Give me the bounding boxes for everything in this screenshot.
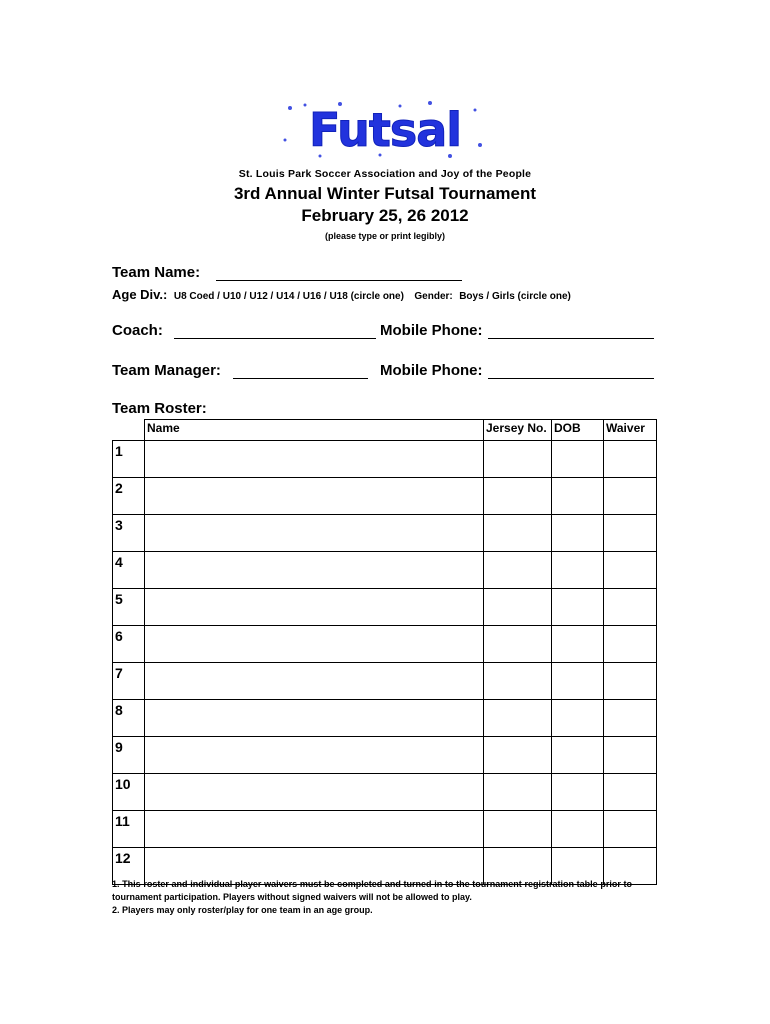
gender-label: Gender:: [414, 291, 453, 302]
waiver-cell[interactable]: [604, 811, 657, 848]
gender-options[interactable]: Boys / Girls (circle one): [459, 291, 571, 302]
manager-field[interactable]: [233, 378, 368, 379]
footer-note-1: 1. This roster and individual player waivers must be completed and turned in to the tournament registration table prior to tournament participation. Players without signed waivers will not be allowed to play.: [112, 879, 632, 902]
age-division-row: [112, 286, 571, 304]
jersey-cell[interactable]: [484, 478, 552, 515]
row-number: 4: [113, 552, 145, 589]
row-number: 12: [113, 848, 145, 885]
coach-label: Coach:: [112, 322, 163, 339]
row-number: 6: [113, 626, 145, 663]
waiver-cell[interactable]: [604, 663, 657, 700]
table-row: [113, 663, 657, 700]
dob-cell[interactable]: [552, 737, 604, 774]
column-header-dob: DOB: [552, 420, 604, 441]
team-name-label: Team Name:: [112, 264, 201, 281]
name-cell[interactable]: [145, 811, 484, 848]
jersey-cell[interactable]: [484, 811, 552, 848]
row-number: 7: [113, 663, 145, 700]
waiver-cell[interactable]: [604, 774, 657, 811]
table-row: [113, 811, 657, 848]
team-name-field[interactable]: [216, 280, 462, 281]
table-row: [113, 478, 657, 515]
table-row: [113, 552, 657, 589]
dob-cell[interactable]: [552, 663, 604, 700]
dob-cell[interactable]: [552, 552, 604, 589]
waiver-cell[interactable]: [604, 626, 657, 663]
jersey-cell[interactable]: [484, 700, 552, 737]
dob-cell[interactable]: [552, 700, 604, 737]
team-roster-label: Team Roster:: [112, 400, 207, 417]
jersey-cell[interactable]: [484, 441, 552, 478]
dob-cell[interactable]: [552, 811, 604, 848]
name-cell[interactable]: [145, 515, 484, 552]
name-cell[interactable]: [145, 700, 484, 737]
jersey-cell[interactable]: [484, 626, 552, 663]
name-cell[interactable]: [145, 737, 484, 774]
table-row: [113, 441, 657, 478]
logo-text: Futsal: [308, 103, 462, 157]
coach-phone-label: Mobile Phone:: [380, 322, 483, 339]
dob-cell[interactable]: [552, 478, 604, 515]
dob-cell[interactable]: [552, 515, 604, 552]
dob-cell[interactable]: [552, 626, 604, 663]
table-row: [113, 626, 657, 663]
age-div-options[interactable]: U8 Coed / U10 / U12 / U14 / U16 / U18 (circle one): [173, 291, 404, 302]
table-row: [113, 515, 657, 552]
name-cell[interactable]: [145, 589, 484, 626]
row-number: 5: [113, 589, 145, 626]
coach-field[interactable]: [174, 338, 376, 339]
table-row: [113, 737, 657, 774]
organization-name: St. Louis Park Soccer Association and Joy of the People: [238, 168, 532, 180]
jersey-cell[interactable]: [484, 737, 552, 774]
jersey-cell[interactable]: [484, 774, 552, 811]
instruction-note: (please type or print legibly): [324, 231, 446, 241]
jersey-cell[interactable]: [484, 515, 552, 552]
futsal-logo-graphic: [280, 100, 490, 160]
tournament-date: February 25, 26 2012: [301, 206, 469, 225]
row-number: 8: [113, 700, 145, 737]
futsal-logo: [280, 100, 490, 160]
manager-phone-label: Mobile Phone:: [380, 362, 483, 379]
table-row: [113, 774, 657, 811]
jersey-cell[interactable]: [484, 552, 552, 589]
waiver-cell[interactable]: [604, 700, 657, 737]
column-header-name: Name: [145, 420, 484, 441]
row-number: 1: [113, 441, 145, 478]
row-number: 10: [113, 774, 145, 811]
jersey-cell[interactable]: [484, 663, 552, 700]
row-number: 9: [113, 737, 145, 774]
waiver-cell[interactable]: [604, 737, 657, 774]
footer-note-2: 2. Players may only roster/play for one team in an age group.: [112, 905, 373, 915]
waiver-cell[interactable]: [604, 441, 657, 478]
roster-header-row: [113, 420, 657, 441]
tournament-title: 3rd Annual Winter Futsal Tournament: [233, 184, 537, 203]
column-header-waiver: Waiver: [604, 420, 657, 441]
manager-label: Team Manager:: [112, 362, 221, 379]
dob-cell[interactable]: [552, 774, 604, 811]
header-number-cell: [113, 420, 145, 441]
name-cell[interactable]: [145, 552, 484, 589]
column-header-jersey: Jersey No.: [484, 420, 552, 441]
coach-phone-field[interactable]: [488, 338, 654, 339]
waiver-cell[interactable]: [604, 515, 657, 552]
name-cell[interactable]: [145, 774, 484, 811]
name-cell[interactable]: [145, 441, 484, 478]
roster-table: [112, 419, 657, 885]
row-number: 2: [113, 478, 145, 515]
footer-notes: [112, 878, 632, 917]
jersey-cell[interactable]: [484, 589, 552, 626]
name-cell[interactable]: [145, 478, 484, 515]
table-row: [113, 700, 657, 737]
row-number: 11: [113, 811, 145, 848]
waiver-cell[interactable]: [604, 478, 657, 515]
name-cell[interactable]: [145, 663, 484, 700]
row-number: 3: [113, 515, 145, 552]
name-cell[interactable]: [145, 626, 484, 663]
table-row: [113, 589, 657, 626]
dob-cell[interactable]: [552, 441, 604, 478]
manager-phone-field[interactable]: [488, 378, 654, 379]
dob-cell[interactable]: [552, 589, 604, 626]
waiver-cell[interactable]: [604, 589, 657, 626]
waiver-cell[interactable]: [604, 552, 657, 589]
age-div-label: Age Div.:: [112, 287, 168, 302]
